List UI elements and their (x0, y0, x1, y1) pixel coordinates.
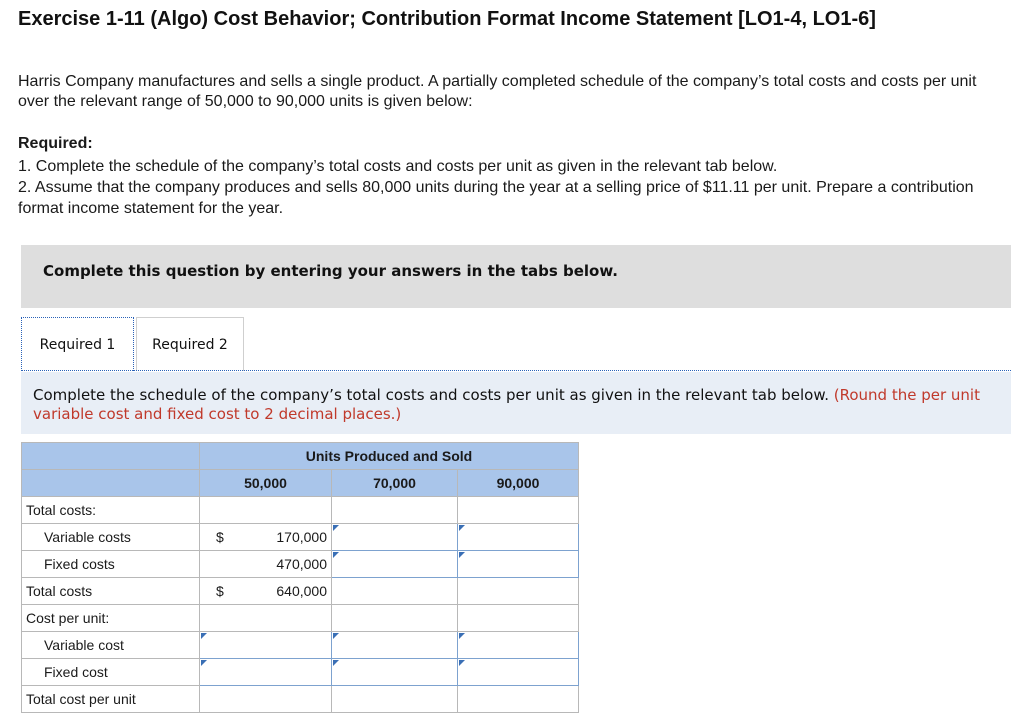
fixed-cost-70000-input[interactable] (332, 659, 458, 686)
total-costs-70000 (332, 578, 458, 605)
table-row (22, 659, 579, 686)
table-row (22, 605, 579, 632)
table-row (22, 551, 579, 578)
fixed-costs-70000-input[interactable] (332, 551, 458, 578)
currency-symbol: $ (216, 529, 224, 545)
tab-required-2[interactable]: Required 2 (136, 317, 244, 371)
cost-per-unit-section-label: Cost per unit: (22, 605, 200, 632)
table-row (22, 632, 579, 659)
total-cost-per-unit-50000 (200, 686, 332, 713)
tab-divider (21, 370, 1011, 371)
variable-cost-label: Variable cost (22, 632, 200, 659)
input-marker-icon (333, 660, 339, 666)
cost-schedule-table (21, 442, 579, 713)
required-label: Required: (18, 135, 93, 152)
total-costs-90000 (458, 578, 579, 605)
units-header: Units Produced and Sold (200, 443, 579, 470)
variable-costs-90000-input[interactable] (458, 524, 579, 551)
problem-intro: Harris Company manufactures and sells a single product. A partially completed schedule of the company’s total costs and costs per unit over the relevant range of 50,000 to 90,000 units is given below: (18, 73, 977, 110)
col-70000: 70,000 (332, 470, 458, 497)
col-50000: 50,000 (200, 470, 332, 497)
variable-cost-70000-input[interactable] (332, 632, 458, 659)
variable-cost-90000-input[interactable] (458, 632, 579, 659)
currency-symbol: $ (216, 583, 224, 599)
header-blank (22, 470, 200, 497)
total-costs-50000: 640,000 (276, 583, 327, 599)
col-90000: 90,000 (458, 470, 579, 497)
input-marker-icon (333, 633, 339, 639)
variable-cost-50000-input[interactable] (200, 632, 332, 659)
input-marker-icon (459, 633, 465, 639)
tab-instruction (21, 372, 1011, 434)
tab-required-1[interactable]: Required 1 (21, 317, 134, 371)
fixed-costs-90000-input[interactable] (458, 551, 579, 578)
input-marker-icon (459, 525, 465, 531)
input-marker-icon (201, 633, 207, 639)
schedule-header-row (22, 443, 579, 470)
fixed-cost-90000-input[interactable] (458, 659, 579, 686)
rounding-note: (Round the per unit variable cost and fixed cost to 2 decimal places.) (33, 386, 980, 423)
variable-costs-label: Variable costs (22, 524, 200, 551)
variable-costs-50000: 170,000 (276, 529, 327, 545)
input-marker-icon (459, 552, 465, 558)
input-marker-icon (333, 552, 339, 558)
total-cost-per-unit-90000 (458, 686, 579, 713)
table-row (22, 497, 579, 524)
header-blank (22, 443, 200, 470)
exercise-title: Exercise 1-11 (Algo) Cost Behavior; Contribution Format Income Statement [LO1-4, LO1-6] (18, 8, 876, 30)
instructions-banner (21, 245, 1011, 308)
fixed-cost-label: Fixed cost (22, 659, 200, 686)
input-marker-icon (459, 660, 465, 666)
total-cost-per-unit-70000 (332, 686, 458, 713)
input-marker-icon (201, 660, 207, 666)
input-marker-icon (333, 525, 339, 531)
column-header-row (22, 470, 579, 497)
total-costs-label: Total costs (22, 578, 200, 605)
requirement-1: 1. Complete the schedule of the company’s total costs and costs per unit as given in the relevant tab below. (18, 158, 778, 175)
table-row (22, 686, 579, 713)
total-costs-section-label: Total costs: (22, 497, 200, 524)
variable-costs-70000-input[interactable] (332, 524, 458, 551)
requirements-list (18, 156, 1013, 219)
instruction-main: Complete the schedule of the company’s total costs and costs per unit as given in the relevant tab below. (33, 386, 829, 404)
total-cost-per-unit-label: Total cost per unit (22, 686, 200, 713)
fixed-costs-50000: 470,000 (276, 556, 327, 572)
requirement-2: 2. Assume that the company produces and sells 80,000 units during the year at a selling price of $11.11 per unit. Prepare a contribution format income statement for the year. (18, 179, 974, 217)
table-row (22, 524, 579, 551)
fixed-costs-label: Fixed costs (22, 551, 200, 578)
table-row (22, 578, 579, 605)
banner-text: Complete this question by entering your answers in the tabs below. (43, 262, 618, 280)
fixed-cost-50000-input[interactable] (200, 659, 332, 686)
instruction-text (33, 386, 1008, 424)
